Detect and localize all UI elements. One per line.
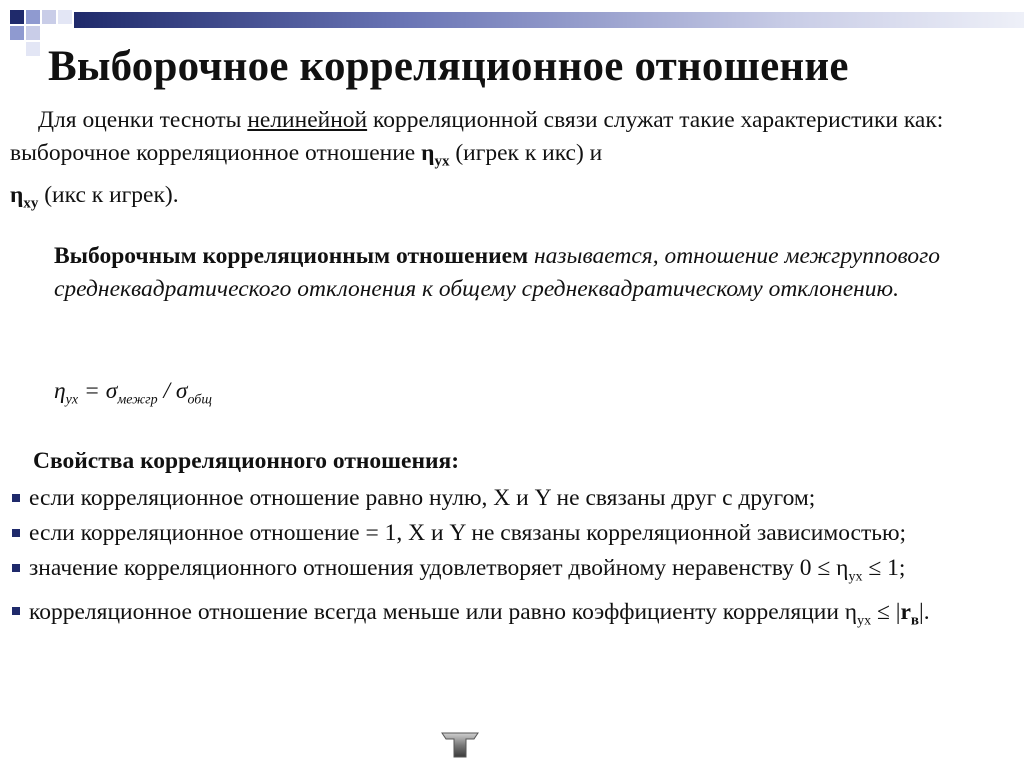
intro-nonlinear-underlined: нелинейной: [247, 107, 368, 133]
intro-text-4: (игрек к икс) и: [449, 140, 603, 166]
intro-text-1: Для оценки тесноты: [38, 107, 248, 133]
page-title: Выборочное корреляционное отношение: [48, 43, 849, 90]
definition-text-1: называется, отношение межгруппового: [528, 243, 941, 269]
list-item: значение корреляционного отношения удовлетворяет двойному неравенству $0 \le \eta_{yx} \le 1$;: [12, 552, 1017, 594]
top-gradient-bar: [74, 12, 1024, 28]
intro-paragraph: [10, 104, 1010, 220]
list-item: корреляционное отношение всегда меньше или равно коэффициенту корреляции $\eta_{yx} \le |r_в|$.: [12, 596, 1017, 638]
definition-paragraph: [10, 240, 1010, 306]
intro-text-5: (икс к игрек).: [38, 181, 179, 208]
definition-term: Выборочным корреляционным отношением: [54, 243, 529, 269]
square-bullet-icon: [12, 529, 20, 537]
list-item: если корреляционное отношение = 1, X и Y не связаны корреляционной зависимостью;: [12, 517, 1017, 550]
eta-yx-symbol: $\eta_{yx}$: [421, 140, 450, 170]
list-item: если корреляционное отношение равно нулю, X и Y не связаны друг с другом;: [12, 482, 1017, 515]
eta-formula: $\eta_{yx} = \sigma_{межгр} / \sigma_{общ}$: [54, 378, 212, 408]
properties-heading: Свойства корреляционного отношения:: [33, 448, 460, 474]
square-bullet-icon: [12, 607, 20, 615]
definition-text-2: среднеквадратического отклонения к общему среднеквадратическому отклонению.: [54, 276, 899, 302]
square-bullet-icon: [12, 564, 20, 572]
square-bullet-icon: [12, 494, 20, 502]
properties-list: [12, 482, 1017, 639]
eta-xy-symbol: $\eta_{xy}$: [10, 181, 39, 212]
nav-arrows-icon[interactable]: [438, 725, 482, 759]
intro-text-3: корреляционной связи служат такие характеристики как: выборочное корреляционное отношение: [10, 107, 944, 166]
